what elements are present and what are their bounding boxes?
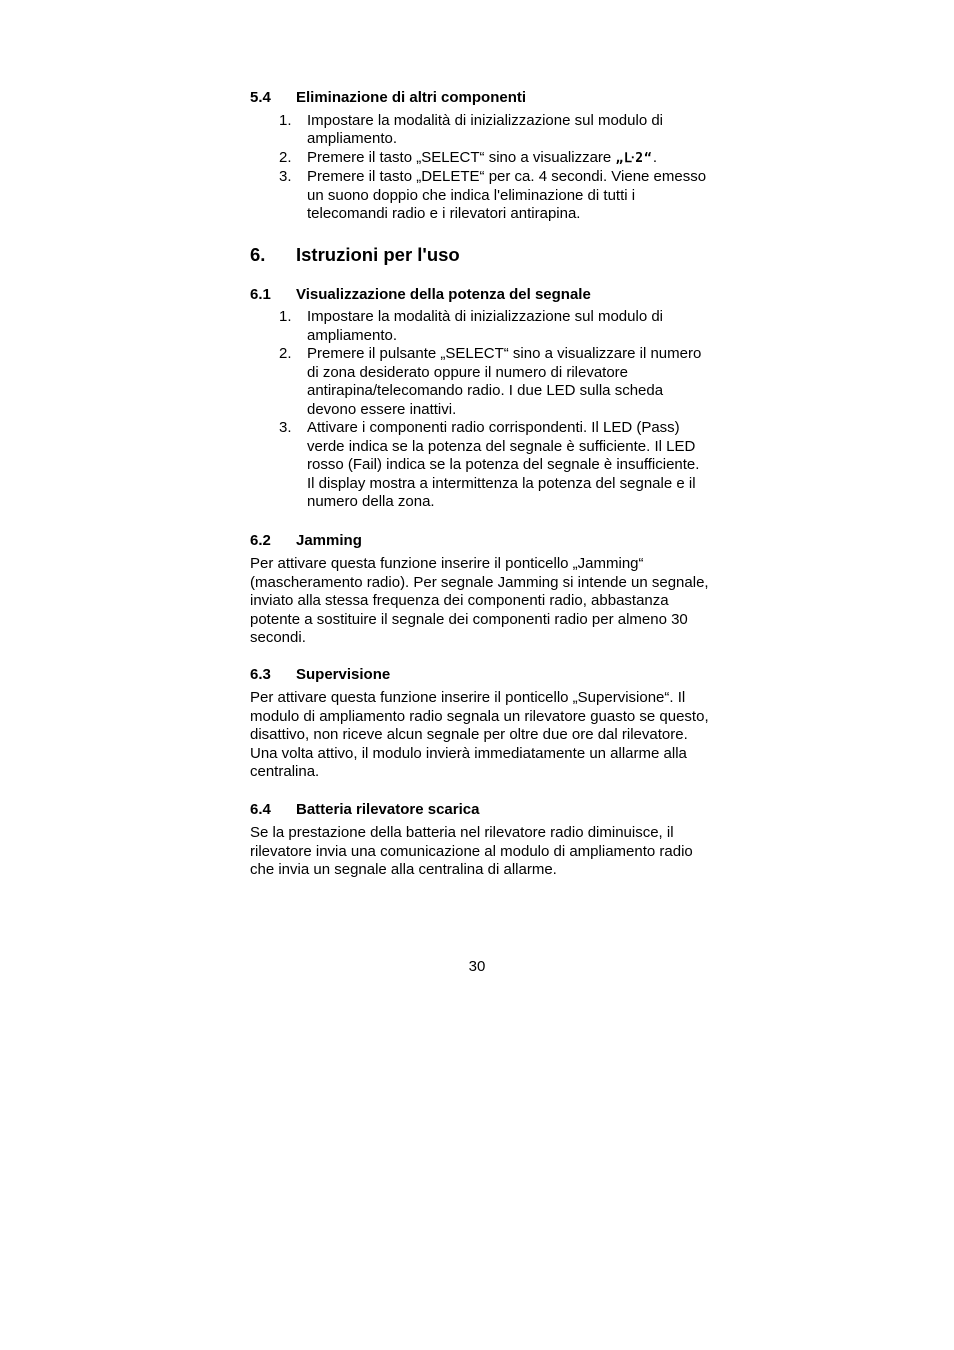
section-paragraph-6-4: Se la prestazione della batteria nel rilevatore radio diminuisce, il rilevatore invia una comunicazione al modulo di ampliamento radio che invia un segnale alla centralina di allarme. bbox=[250, 824, 693, 878]
section-title: Visualizzazione della potenza del segnale bbox=[296, 285, 591, 303]
page-number: 30 bbox=[468, 958, 486, 975]
step-number: 2. bbox=[279, 345, 292, 362]
step-text-pre: Premere il tasto „SELECT“ sino a visualizzare bbox=[307, 148, 616, 166]
list-item bbox=[250, 345, 710, 419]
section-heading-6-2 bbox=[250, 532, 710, 551]
step-text: Premere il pulsante „SELECT“ sino a visualizzare il numero di zona desiderato oppure il numero di rilevatore antirapina/telecomando radio. I due LED sulla scheda devono essere inattivi. bbox=[307, 345, 702, 418]
document-body bbox=[250, 89, 710, 880]
section-title: Supervisione bbox=[296, 665, 391, 683]
section-number: 6.3 bbox=[250, 665, 271, 683]
step-text-post: . bbox=[652, 148, 658, 166]
step-list-5-4 bbox=[250, 112, 710, 224]
step-number: 2. bbox=[279, 148, 292, 166]
section-number: 6.2 bbox=[250, 531, 271, 549]
step-number: 1. bbox=[279, 308, 292, 325]
list-item bbox=[250, 419, 710, 512]
list-item bbox=[250, 168, 710, 224]
section-paragraph-6-3: Per attivare questa funzione inserire il ponticello „Supervisione“. Il modulo di ampliamento radio segnala un rilevatore guasto se questo, disattivo, non riceve alcun segnale per oltre due ore dal rilevatore. Una volta attivo, il modulo invierà immediatamente un allarme alla centralina. bbox=[250, 689, 709, 780]
step-number: 3. bbox=[279, 168, 292, 185]
list-item bbox=[250, 149, 710, 169]
step-text: Attivare i componenti radio corrispondenti. Il LED (Pass) verde indica se la potenza del segnale è sufficiente. Il LED rosso (Fail) indica se la potenza del segnale è insufficiente. Il display mostra a intermittenza la potenza del segnale e il numero della zona. bbox=[307, 419, 700, 510]
step-number: 3. bbox=[279, 419, 292, 436]
chapter-title: Istruzioni per l'uso bbox=[296, 243, 460, 265]
section-paragraph-6-2: Per attivare questa funzione inserire il ponticello „Jamming“ (mascheramento radio). Per segnale Jamming si intende un segnale, inviato alla stessa frequenza dei componenti radio, abbastanza potente a sostituire il segnale dei componenti radio per almeno 30 secondi. bbox=[250, 555, 709, 646]
section-heading-6-3 bbox=[250, 666, 710, 685]
section-number: 6.1 bbox=[250, 285, 271, 303]
section-title: Batteria rilevatore scarica bbox=[296, 800, 480, 818]
step-list-6-1 bbox=[250, 308, 710, 512]
list-item bbox=[250, 112, 710, 149]
section-number: 5.4 bbox=[250, 89, 271, 106]
step-number: 1. bbox=[279, 111, 292, 129]
step-text: Impostare la modalità di inizializzazione sul modulo di ampliamento. bbox=[307, 111, 664, 147]
section-title: Eliminazione di altri componenti bbox=[296, 89, 527, 106]
section-heading-5-4 bbox=[250, 89, 710, 108]
list-item bbox=[250, 308, 710, 345]
chapter-number: 6. bbox=[250, 243, 266, 265]
section-title: Jamming bbox=[296, 531, 362, 549]
step-text: Premere il tasto „DELETE“ per ca. 4 secondi. Viene emesso un suono doppio che indica l'eliminazione di tutti i telecomandi radio e i rilevatori antirapina. bbox=[307, 168, 707, 222]
step-text: Impostare la modalità di inizializzazione sul modulo di ampliamento. bbox=[307, 308, 664, 344]
section-number: 6.4 bbox=[250, 800, 271, 818]
display-code: „ᒷ2“ bbox=[615, 150, 653, 166]
chapter-heading-6 bbox=[250, 244, 710, 266]
section-heading-6-4 bbox=[250, 801, 710, 820]
section-heading-6-1 bbox=[250, 286, 710, 305]
step-text bbox=[307, 149, 710, 169]
